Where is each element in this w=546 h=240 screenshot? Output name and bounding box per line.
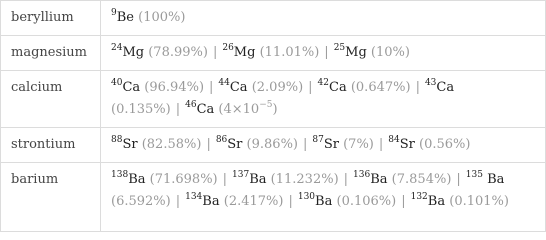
mass-number: 46 bbox=[185, 99, 197, 110]
isotope-entry bbox=[218, 77, 304, 95]
isotope-symbol: Mg bbox=[345, 45, 367, 60]
mass-number: 86 bbox=[215, 134, 228, 145]
mass-number: 24 bbox=[111, 42, 123, 53]
mass-number: 25 bbox=[333, 42, 346, 53]
isotope-symbol: Ba bbox=[370, 172, 388, 187]
table-row bbox=[1, 128, 546, 163]
isotope-abundance: (7.854%) bbox=[391, 172, 452, 187]
isotope-entry bbox=[111, 134, 202, 152]
mass-number: 84 bbox=[388, 134, 400, 145]
mass-number: 137 bbox=[232, 169, 250, 180]
isotope-list bbox=[101, 36, 546, 71]
element-name: magnesium bbox=[1, 36, 101, 71]
isotope-abundance: (10%) bbox=[370, 45, 410, 60]
separator: | bbox=[401, 194, 406, 209]
element-name: beryllium bbox=[1, 1, 101, 36]
mass-number: 138 bbox=[111, 169, 129, 180]
isotope-abundance: (82.58%) bbox=[141, 137, 202, 152]
isotope-abundance bbox=[218, 99, 278, 117]
separator: | bbox=[303, 137, 308, 152]
separator: | bbox=[324, 45, 329, 60]
isotope-abundance: (9.86%) bbox=[246, 137, 298, 152]
isotope-abundance: (6.592%) bbox=[111, 194, 171, 209]
mass-number: 136 bbox=[353, 169, 371, 180]
isotope-entry bbox=[353, 169, 452, 187]
isotope-symbol: Ca bbox=[196, 102, 215, 117]
isotope-entry bbox=[312, 134, 374, 152]
isotope-abundance: (2.417%) bbox=[223, 194, 284, 209]
isotope-list bbox=[101, 1, 546, 36]
isotope-symbol: Mg bbox=[233, 45, 256, 60]
mass-number: 134 bbox=[185, 191, 203, 202]
isotope-entry bbox=[388, 134, 471, 152]
isotope-symbol: Ba bbox=[427, 194, 446, 209]
isotope-symbol: Ba bbox=[487, 172, 505, 187]
isotope-abundance: (71.698%) bbox=[149, 172, 218, 187]
isotope-abundance: (11.232%) bbox=[270, 172, 339, 187]
table-row bbox=[1, 163, 546, 232]
element-name: strontium bbox=[1, 128, 101, 163]
isotope-entry bbox=[185, 99, 278, 117]
isotope-abundance: (7%) bbox=[343, 137, 374, 152]
element-name: calcium bbox=[1, 71, 101, 128]
isotope-symbol: Ba bbox=[315, 194, 333, 209]
mass-number: 26 bbox=[222, 42, 234, 53]
mass-number: 9 bbox=[111, 7, 117, 18]
isotope-symbol: Be bbox=[116, 10, 134, 25]
mass-number: 42 bbox=[317, 77, 329, 88]
abundance-close: ) bbox=[272, 102, 278, 117]
isotope-entry bbox=[111, 77, 205, 95]
mass-number: 135 bbox=[465, 169, 483, 180]
isotope-list bbox=[101, 128, 546, 163]
separator: | bbox=[206, 137, 211, 152]
table-row bbox=[1, 71, 546, 128]
mass-number: 130 bbox=[297, 191, 316, 202]
isotope-abundance: (0.647%) bbox=[350, 80, 411, 95]
isotope-entry bbox=[222, 42, 320, 60]
separator: | bbox=[175, 194, 181, 209]
isotope-symbol: Mg bbox=[122, 45, 145, 60]
isotope-entry bbox=[232, 169, 339, 187]
element-name: barium bbox=[1, 163, 101, 232]
isotope-entry bbox=[111, 169, 218, 187]
mass-number: 43 bbox=[424, 77, 437, 88]
abundance-mantissa: (4×10 bbox=[218, 102, 260, 117]
isotope-symbol: Sr bbox=[122, 137, 138, 152]
isotope-abundance: (78.99%) bbox=[148, 45, 208, 60]
mass-number: 40 bbox=[111, 77, 123, 88]
isotope-symbol: Ba bbox=[128, 172, 146, 187]
isotope-abundance: (11.01%) bbox=[259, 45, 320, 60]
isotope-entry bbox=[215, 134, 298, 152]
isotope-abundance: (100%) bbox=[138, 10, 186, 25]
abundance-exponent: −5 bbox=[259, 99, 273, 110]
isotope-symbol: Ca bbox=[329, 80, 347, 95]
mass-number: 88 bbox=[111, 134, 123, 145]
separator: | bbox=[378, 137, 384, 152]
isotope-list bbox=[101, 71, 546, 128]
separator: | bbox=[212, 45, 218, 60]
isotope-symbol: Sr bbox=[227, 137, 243, 152]
isotope-entry bbox=[317, 77, 411, 95]
separator: | bbox=[175, 102, 181, 117]
isotope-entry bbox=[111, 7, 186, 25]
table-row bbox=[1, 36, 546, 71]
isotope-symbol: Ca bbox=[229, 80, 248, 95]
table-row bbox=[1, 1, 546, 36]
isotope-symbol: Ca bbox=[436, 80, 455, 95]
isotope-abundance: (0.56%) bbox=[419, 137, 471, 152]
separator: | bbox=[288, 194, 293, 209]
isotope-abundance: (0.101%) bbox=[449, 194, 509, 209]
separator: | bbox=[222, 172, 228, 187]
isotope-symbol: Sr bbox=[323, 137, 339, 152]
isotope-entry bbox=[297, 191, 397, 209]
mass-number: 87 bbox=[312, 134, 324, 145]
isotope-abundance: (0.135%) bbox=[111, 102, 171, 117]
separator: | bbox=[415, 80, 420, 95]
isotope-symbol: Ba bbox=[249, 172, 267, 187]
isotope-abundance: (2.09%) bbox=[251, 80, 304, 95]
isotope-symbol: Ba bbox=[202, 194, 220, 209]
mass-number: 132 bbox=[410, 191, 428, 202]
isotope-symbol: Sr bbox=[399, 137, 415, 152]
isotope-entry bbox=[333, 42, 410, 60]
separator: | bbox=[308, 80, 313, 95]
isotope-abundance: (96.94%) bbox=[144, 80, 205, 95]
separator: | bbox=[456, 172, 461, 187]
isotope-symbol: Ca bbox=[122, 80, 141, 95]
isotope-entry bbox=[111, 42, 208, 60]
mass-number: 44 bbox=[218, 77, 230, 88]
isotope-list bbox=[101, 163, 546, 232]
separator: | bbox=[343, 172, 349, 187]
isotope-abundance: (0.106%) bbox=[336, 194, 397, 209]
separator: | bbox=[209, 80, 214, 95]
isotope-entry bbox=[185, 191, 284, 209]
